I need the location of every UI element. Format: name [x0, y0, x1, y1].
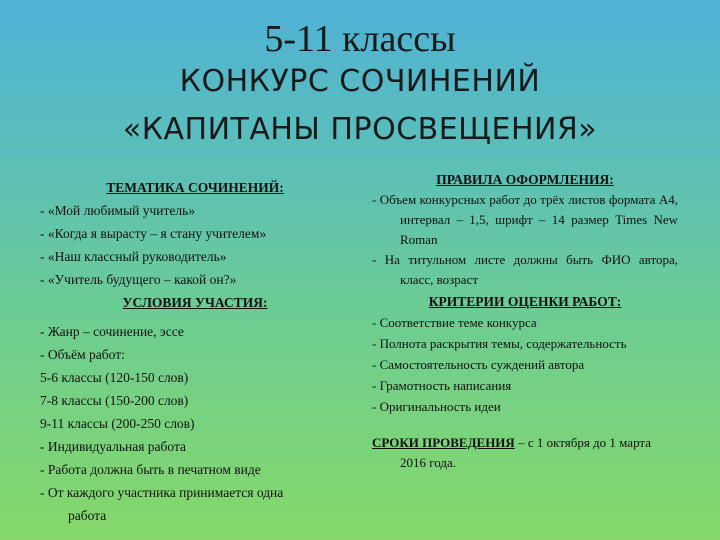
theme-item: - «Мой любимый учитель»	[40, 203, 196, 218]
rule-item: - Объем конкурсных работ до трёх листов формата А4, интервал – 1,5, шрифт – 14 размер Times New Roman	[372, 192, 678, 247]
rules-heading: ПРАВИЛА ОФОРМЛЕНИЯ:	[436, 172, 614, 187]
criteria-heading: КРИТЕРИИ ОЦЕНКИ РАБОТ:	[428, 294, 622, 309]
criteria-item: - Грамотность написания	[372, 378, 512, 393]
conditions-heading: УСЛОВИЯ УЧАСТИЯ:	[122, 295, 268, 310]
rule-item: - На титульном листе должны быть ФИО автора, класс, возраст	[372, 252, 678, 287]
condition-item: - Жанр – сочинение, эссе	[40, 324, 184, 339]
condition-item: 7-8 классы (150-200 слов)	[40, 393, 189, 408]
dates-text: – с 1 октября до 1 марта 2016 года.	[400, 435, 652, 470]
theme-heading: ТЕМАТИКА СОЧИНЕНИЙ:	[106, 180, 284, 195]
condition-item: - Индивидуальная работа	[40, 439, 187, 454]
slide-title-grades: 5-11 классы	[264, 18, 456, 60]
criteria-item: - Самостоятельность суждений автора	[372, 357, 585, 372]
criteria-item: - Полнота раскрытия темы, содержательность	[372, 336, 627, 351]
slide-title-contest: КОНКУРС СОЧИНЕНИЙ	[179, 64, 541, 99]
condition-item: 5-6 классы (120-150 слов)	[40, 370, 189, 385]
slide-title-name: «КАПИТАНЫ ПРОСВЕЩЕНИЯ»	[122, 112, 598, 147]
dates-block	[372, 433, 678, 473]
criteria-item: - Оригинальность идеи	[372, 399, 501, 414]
condition-item: - От каждого участника принимается одна	[40, 485, 284, 500]
theme-item: - «Наш классный руководитель»	[40, 249, 227, 264]
condition-item-continuation: работа	[68, 508, 107, 523]
condition-item: - Объём работ:	[40, 347, 125, 362]
condition-item: - Работа должна быть в печатном виде	[40, 462, 261, 477]
right-column	[372, 170, 678, 473]
condition-item: 9-11 классы (200-250 слов)	[40, 416, 195, 431]
theme-item: - «Учитель будущего – какой он?»	[40, 272, 237, 287]
left-column	[40, 176, 350, 527]
criteria-item: - Соответствие теме конкурса	[372, 315, 537, 330]
dates-heading: СРОКИ ПРОВЕДЕНИЯ	[372, 435, 515, 450]
theme-item: - «Когда я вырасту – я стану учителем»	[40, 226, 267, 241]
